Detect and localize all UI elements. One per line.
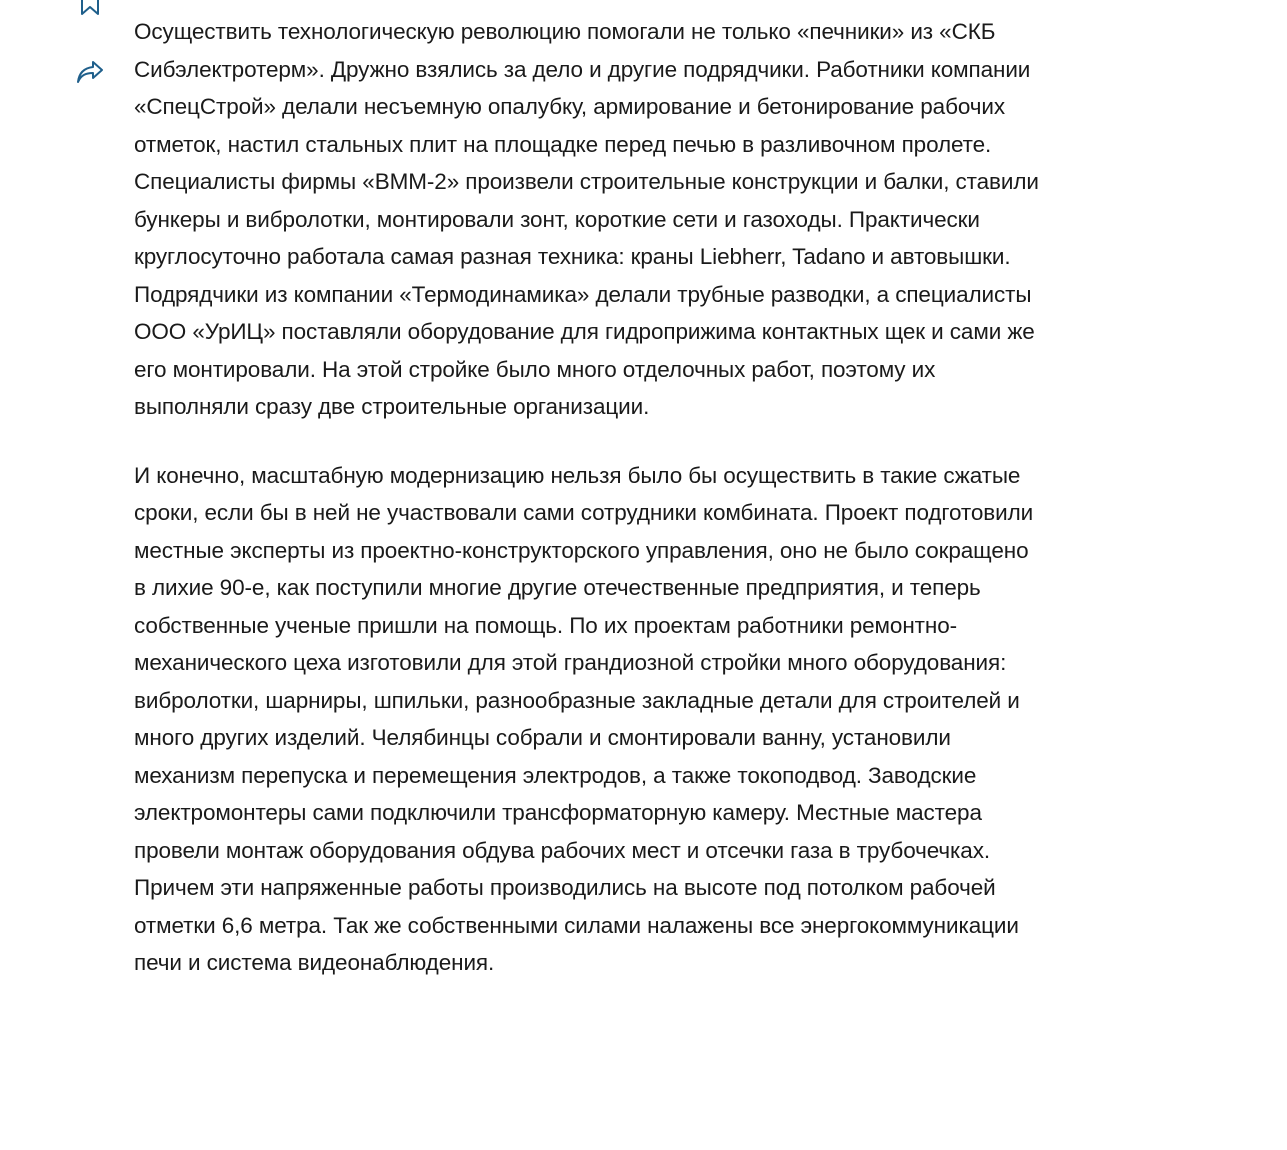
bookmark-button[interactable]	[76, 0, 104, 16]
article-paragraph-1: Осуществить технологическую революцию помогали не только «печники» из «СКБ Сибэлектротерм». Дружно взялись за дело и другие подрядчики. Работники компании «СпецСтрой» делали несъемную опалубку, армирование и бетонирование рабочих отметок, настил стальных плит на площадке перед печью в разливочном пролете. Специалисты фирмы «ВММ-2» произвели строительные конструкции и балки, ставили бункеры и вибролотки, монтировали зонт, короткие сети и газоходы. Практически круглосуточно работала самая разная техника: краны Liebherr, Tadano и автовышки. Подрядчики из компании «Термодинамика» делали трубные разводки, а специалисты ООО «УрИЦ» поставляли оборудование для гидроприжима контактных щек и сами же его монтировали. На этой стройке было много отделочных работ, поэтому их выполняли сразу две строительные организации.	[134, 19, 1039, 419]
share-button[interactable]	[76, 58, 104, 86]
article-paragraph-2: И конечно, масштабную модернизацию нельзя было бы осуществить в такие сжатые сроки, если бы в ней не участвовали сами сотрудники комбината. Проект подготовили местные эксперты из проектно-конструкторского управления, оно не было сокращено в лихие 90-е, как поступили многие другие отечественные предприятия, и теперь собственные ученые пришли на помощь. По их проектам работники ремонтно-механического цеха изготовили для этой грандиозной стройки много оборудования: вибролотки, шарниры, шпильки, разнообразные закладные детали для строителей и много других изделий. Челябинцы собрали и смонтировали ванну, установили механизм перепуска и перемещения электродов, а также токоподвод. Заводские электромонтеры сами подключили трансформаторную камеру. Местные мастера провели монтаж оборудования обдува рабочих мест и отсечки газа в трубочечках. Причем эти напряженные работы производились на высоте под потолком рабочей отметки 6,6 метра. Так же собственными силами налажены все энергокоммуникации печи и система видеонаблюдения.	[134, 462, 1034, 975]
bookmark-icon	[79, 0, 101, 16]
share-icon	[76, 59, 104, 85]
article-body	[134, 13, 1039, 982]
